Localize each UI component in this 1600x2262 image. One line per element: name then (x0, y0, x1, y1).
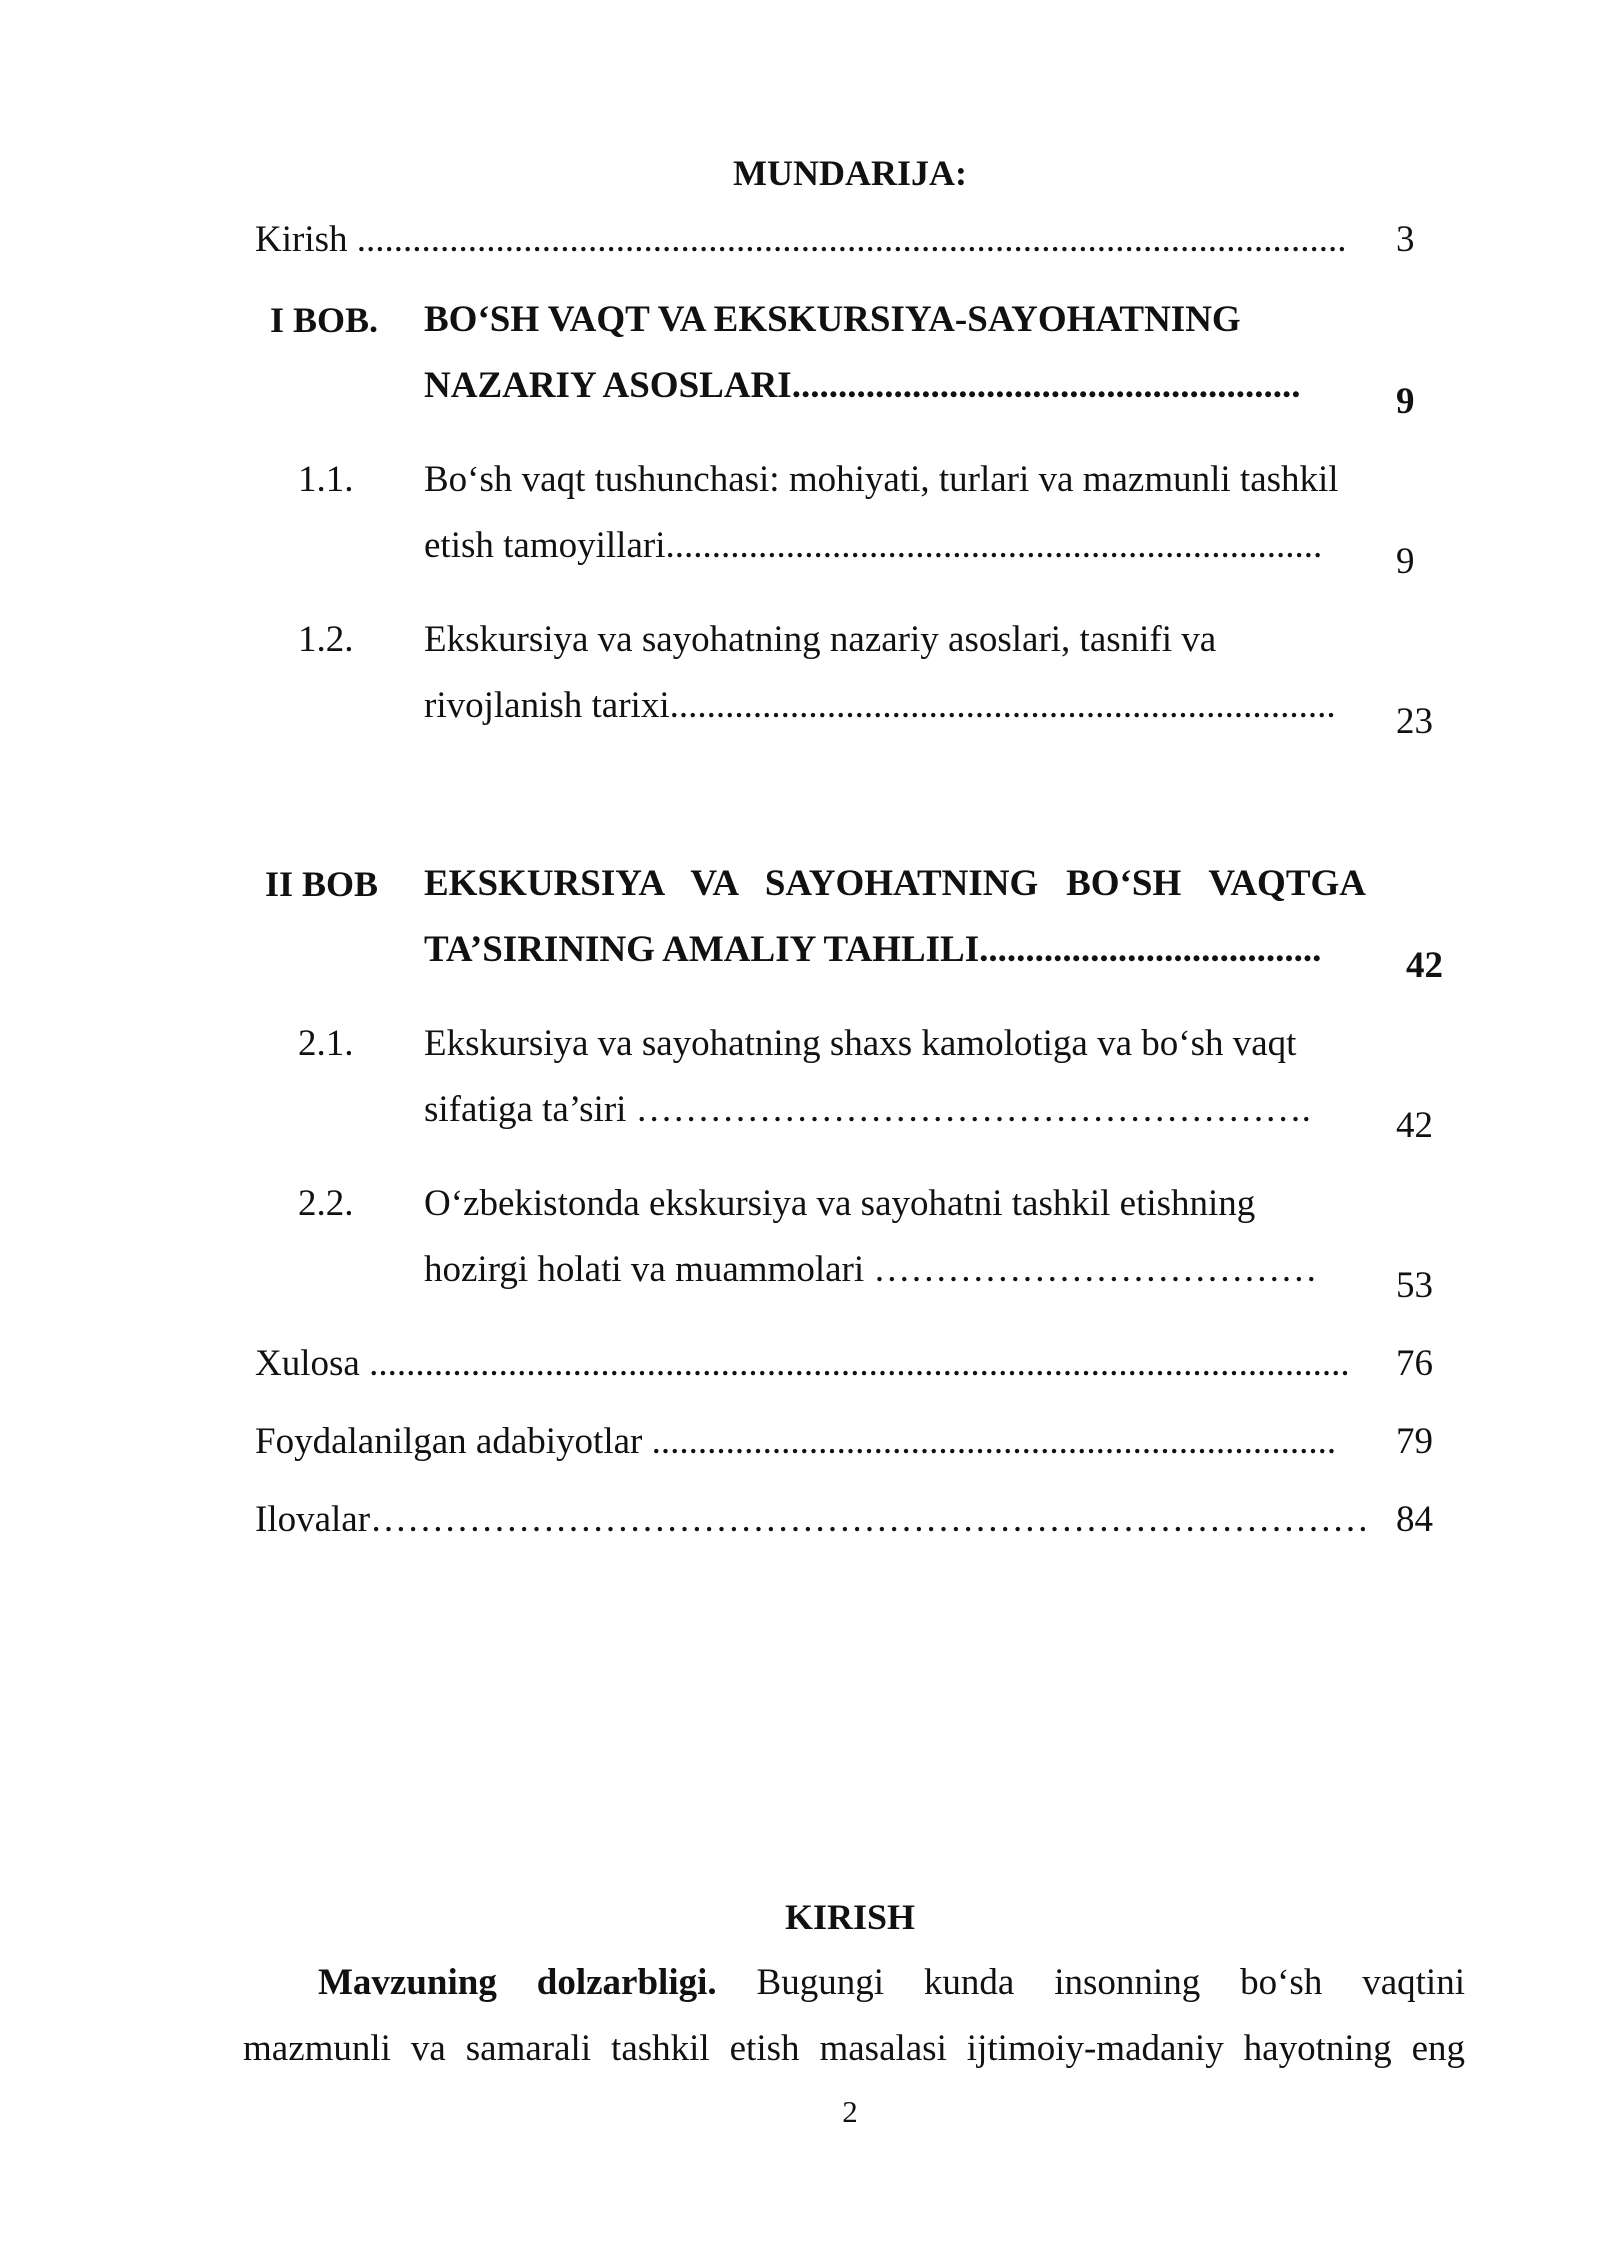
section-2-2-title-line1: O‘zbekistonda ekskursiya va sayohatni tashkil etishning (424, 1183, 1256, 1224)
toc-entry-adabiyotlar: Foydalanilgan adabiyotlar .......................................................................... (255, 1421, 1337, 1462)
chapter2-title-line2: TA’SIRINING AMALIY TAHLILI..................................... (424, 929, 1322, 970)
chapter2-title-line1: EKSKURSIYA VA SAYOHATNING BO‘SH VAQTGA (424, 863, 1366, 904)
toc-entry-kirish: Kirish ........................................................................................................... (255, 219, 1347, 260)
toc-page-xulosa: 76 (1396, 1343, 1433, 1384)
section-1-2-title-line1: Ekskursiya va sayohatning nazariy asoslari, tasnifi va (424, 619, 1217, 660)
toc-entry-ilovalar: Ilovalar……………………………………………………………………… (255, 1499, 1370, 1540)
section-2-2-page: 53 (1396, 1265, 1433, 1306)
toc-title: MUNDARIJA: (733, 153, 967, 193)
intro-line1-rest: Bugungi kunda insonning bo‘sh vaqtini (756, 1962, 1465, 2003)
intro-paragraph-line2: mazmunli va samarali tashkil etish masalasi ijtimoiy-madaniy hayotning eng (243, 2028, 1465, 2069)
section-1-2-page: 23 (1396, 701, 1433, 742)
section-1-1-number: 1.1. (298, 459, 354, 500)
section-1-2-title-line2: rivojlanish tarixi........................................................................ (424, 685, 1336, 726)
chapter1-title-line2: NAZARIY ASOSLARI....................................................... (424, 365, 1301, 406)
section-2-1-page: 42 (1396, 1105, 1433, 1146)
chapter1-page: 9 (1396, 381, 1415, 422)
chapter1-title-line1: BO‘SH VAQT VA EKSKURSIYA-SAYOHATNING (424, 299, 1241, 340)
section-2-1-title-line2: sifatiga ta’siri ………………………………………………. (424, 1089, 1311, 1130)
intro-paragraph-line1 (318, 1950, 1465, 2016)
page-number: 2 (842, 2094, 858, 2129)
chapter1-label: I BOB. (270, 300, 379, 340)
toc-entry-xulosa: Xulosa .......................................................................................................... (255, 1343, 1350, 1384)
section-2-2-title-line2: hozirgi holati va muammolari ……………………………… (424, 1249, 1318, 1290)
section-1-1-title-line2: etish tamoyillari....................................................................... (424, 525, 1323, 566)
chapter2-page: 42 (1406, 945, 1443, 986)
toc-page-kirish: 3 (1396, 219, 1415, 260)
section-2-1-number: 2.1. (298, 1023, 354, 1064)
section-1-1-page: 9 (1396, 541, 1415, 582)
section-2-1-title-line1: Ekskursiya va sayohatning shaxs kamolotiga va bo‘sh vaqt (424, 1023, 1297, 1064)
intro-bold-lead: Mavzuning dolzarbligi. (318, 1962, 717, 2003)
section-2-2-number: 2.2. (298, 1183, 354, 1224)
toc-page-ilovalar: 84 (1396, 1499, 1433, 1540)
chapter2-label: II BOB (265, 864, 379, 904)
intro-heading: KIRISH (784, 1897, 916, 1937)
section-1-2-number: 1.2. (298, 619, 354, 660)
section-1-1-title-line1: Bo‘sh vaqt tushunchasi: mohiyati, turlari va mazmunli tashkil (424, 459, 1339, 500)
toc-page-adabiyotlar: 79 (1396, 1421, 1433, 1462)
